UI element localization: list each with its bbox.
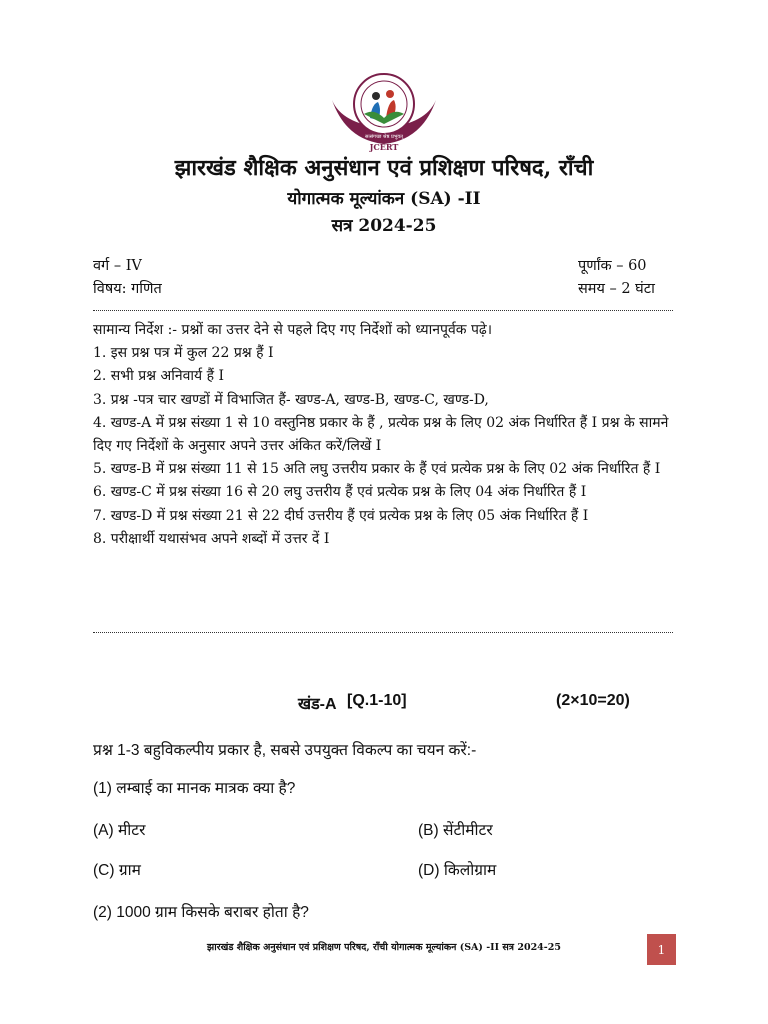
question-direction: प्रश्न 1-3 बहुविकल्पीय प्रकार है, सबसे उपयुक्त विकल्प का चयन करें:-: [93, 742, 477, 759]
logo-banner-text: सत्संगच्छ श्रेष्ठ प्रभुवत्: [364, 134, 404, 140]
instruction-item: 3. प्रश्न -पत्र चार खण्डों में विभाजित हैं- खण्ड-A, खण्ड-B, खण्ड-C, खण्ड-D,: [93, 391, 489, 408]
instruction-item: 5. खण्ड-B में प्रश्न संख्या 11 से 15 अति लघु उत्तरीय प्रकार के हैं एवं प्रत्येक प्रश्न के लिए 02 अंक निर्धारित हैं I: [93, 461, 661, 478]
instruction-item: 4. खण्ड-A में प्रश्न संख्या 1 से 10 वस्तुनिष्ठ प्रकार के हैं , प्रत्येक प्रश्न के लिए 02 अंक निर्धारित हैं I प्रश्न के सामने दिए गए निर्देशों के अनुसार अपने उत्तर अंकित करें/लिखें I: [93, 414, 669, 455]
class-label: वर्ग – IV: [93, 258, 142, 274]
jcert-logo: [326, 62, 442, 152]
divider-bottom: [93, 632, 673, 633]
section-name: खंड-A: [298, 696, 337, 713]
instruction-item: 1. इस प्रश्न पत्र में कुल 22 प्रश्न हैं I: [93, 345, 274, 362]
page-number-badge: 1: [647, 934, 676, 965]
option-b: (B) सेंटीमीटर: [418, 822, 493, 839]
option-a: (A) मीटर: [93, 822, 146, 839]
page-title: झारखंड शैक्षिक अनुसंधान एवं प्रशिक्षण परिषद, राँची: [174, 155, 594, 181]
logo-text: JCERT: [369, 142, 399, 152]
section-range: [Q.1-10]: [347, 692, 407, 709]
time-label: समय – 2 घंटा: [578, 281, 655, 297]
section-marks: (2×10=20): [556, 692, 630, 709]
footer-text: झारखंड शैक्षिक अनुसंधान एवं प्रशिक्षण परिषद, राँची योगात्मक मूल्यांकन (SA) -II सत्र 2024-25: [207, 942, 561, 953]
question-2: (2) 1000 ग्राम किसके बराबर होता है?: [93, 904, 309, 921]
page-subtitle: योगात्मक मूल्यांकन (SA) -II: [287, 189, 481, 209]
option-c: (C) ग्राम: [93, 862, 141, 879]
instruction-item: 6. खण्ड-C में प्रश्न संख्या 16 से 20 लघु उत्तरीय हैं एवं प्रत्येक प्रश्न के लिए 04 अंक निर्धारित हैं I: [93, 484, 587, 501]
instruction-heading: सामान्य निर्देश :- प्रश्नों का उत्तर देने से पहले दिए गए निर्देशों को ध्यानपूर्वक पढ़े।: [93, 322, 493, 338]
session-label: सत्र 2024-25: [331, 216, 437, 236]
divider-top: [93, 310, 673, 311]
instruction-item: 8. परीक्षार्थी यथासंभव अपने शब्दों में उत्तर दें I: [93, 530, 330, 547]
option-d: (D) किलोग्राम: [418, 862, 497, 879]
full-marks-label: पूर्णांक – 60: [578, 258, 647, 274]
subject-label: विषय: गणित: [93, 281, 162, 297]
instruction-item: 7. खण्ड-D में प्रश्न संख्या 21 से 22 दीर्घ उत्तरीय हैं एवं प्रत्येक प्रश्न के लिए 05 अंक निर्धारित हैं I: [93, 507, 589, 524]
question-1: (1) लम्बाई का मानक मात्रक क्या है?: [93, 780, 296, 797]
instruction-item: 2. सभी प्रश्न अनिवार्य हैं I: [93, 368, 224, 385]
instructions-block: [93, 319, 683, 551]
